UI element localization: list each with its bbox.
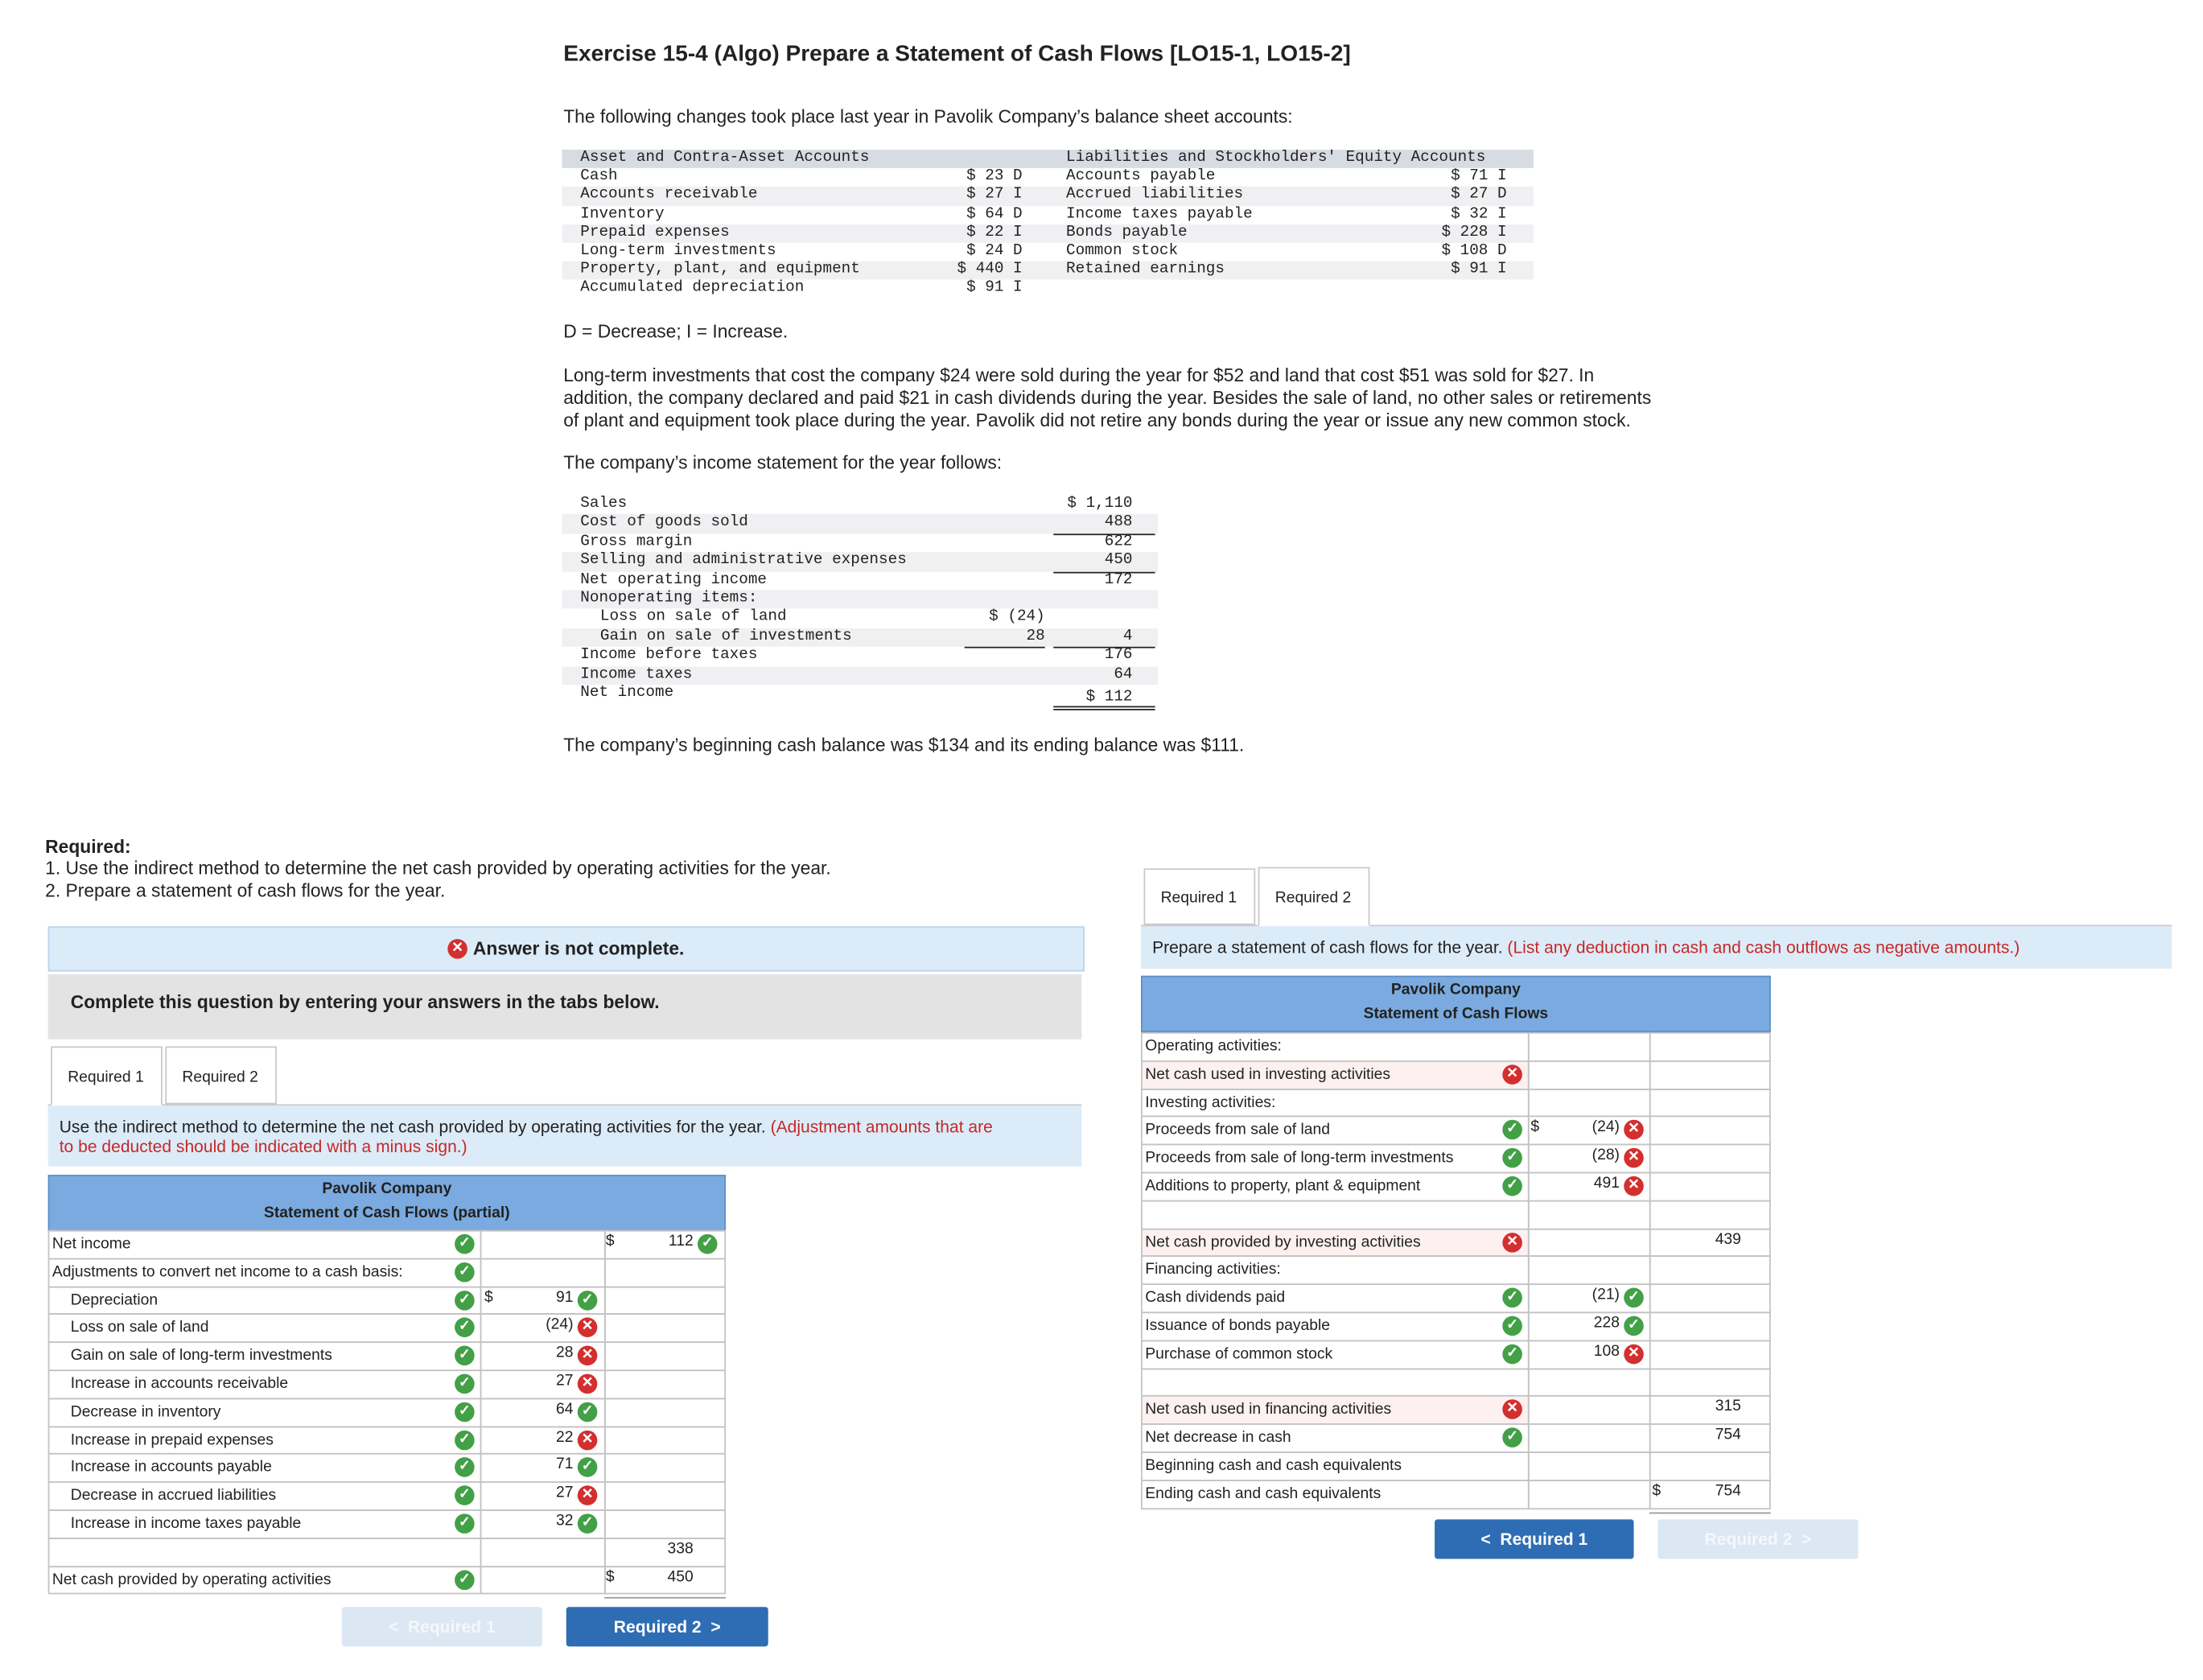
button-label: Required 1 [1500,1529,1588,1550]
amount-input[interactable] [1528,1032,1651,1061]
dollar-sign: $ [1530,1118,1540,1136]
account-name: Property, plant, and equipment [580,261,860,279]
income-line-label: Net income [580,685,674,702]
income-line-label: Gross margin [580,533,693,551]
adjustment-value: 91 [556,1288,574,1306]
check-icon: ✓ [1502,1148,1522,1168]
total-input[interactable] [1649,1256,1771,1285]
row-label-blank [1141,1200,1530,1229]
amount-input[interactable] [1528,1396,1651,1425]
total-input[interactable] [1649,1200,1771,1229]
page-title: Exercise 15-4 (Algo) Prepare a Statement of Cash Flows [LO15-1, LO15-2] [563,42,1351,67]
change-value: $ 71 I [1451,168,1507,186]
change-value: $ 108 D [1441,242,1507,260]
amount-input[interactable] [1528,1200,1651,1229]
total-value: 338 [667,1540,694,1558]
adjustment-value: 28 [556,1344,574,1362]
row-label: Investing activities: [1141,1088,1530,1117]
button-label: Required 1 [407,1616,496,1637]
x-icon: ✕ [1502,1400,1522,1420]
amount-input[interactable] [1528,1368,1651,1397]
row-label: Proceeds from sale of land [1141,1116,1530,1145]
change-value: $ 23 D [966,168,1023,186]
total-input[interactable] [1649,1340,1771,1369]
total-input[interactable] [1649,1368,1771,1397]
check-icon: ✓ [1502,1316,1522,1336]
dollar-sign: $ [484,1288,493,1306]
required-item-1: 1. Use the indirect method to determine the net cash provided by operating activities for the year. [45,857,831,879]
check-icon: ✓ [578,1458,598,1478]
row-label: Increase in prepaid expenses [48,1426,482,1455]
x-icon: ✕ [1624,1120,1644,1140]
income-line-amount: $ 112 [1085,689,1133,706]
amount-input[interactable] [480,1566,606,1595]
check-icon: ✓ [455,1290,475,1310]
amount-input[interactable] [1528,1451,1651,1480]
change-value: $ 27 D [1451,187,1507,204]
double-underline [1053,706,1155,708]
required-item-2: 2. Prepare a statement of cash flows for the year. [45,879,446,901]
account-name: Accrued liabilities [1066,187,1244,204]
change-value: $ 228 I [1441,224,1507,241]
instructions-bar [48,974,1082,1040]
tab-label: Required 1 [1160,889,1237,907]
dollar-sign: $ [1652,1482,1662,1500]
check-icon: ✓ [578,1513,598,1534]
instruction-bar [1141,926,2172,969]
income-line-amount: 64 [1114,665,1133,683]
row-label: Issuance of bonds payable [1141,1311,1530,1340]
problem-paragraph-line-3: of plant and equipment took place during the year. Pavolik did not retire any bonds during the year or issue any new common stock. [563,409,1631,431]
total-input[interactable] [604,1481,726,1510]
x-icon: ✕ [447,939,467,959]
check-icon: ✓ [455,1318,475,1338]
income-line-amount: 4 [1122,628,1133,645]
account-name: Inventory [580,205,665,223]
amount-input[interactable] [480,1230,606,1259]
account-name: Cash [580,168,618,186]
income-statement-table [562,496,1158,710]
adjustment-value: 71 [556,1456,574,1474]
row-label: Increase in accounts payable [48,1454,482,1483]
total-value: 754 [1715,1426,1741,1443]
row-label: Operating activities: [1141,1032,1530,1061]
total-input[interactable] [604,1369,726,1398]
amount-value: (28) [1592,1147,1620,1164]
adjustment-value: (24) [546,1316,574,1334]
check-icon: ✓ [578,1402,598,1422]
check-icon: ✓ [698,1234,718,1254]
amount-input[interactable] [1528,1423,1651,1452]
total-value: 315 [1715,1398,1741,1416]
total-input[interactable] [1649,1172,1771,1201]
x-icon: ✕ [578,1430,598,1450]
row-label: Decrease in inventory [48,1398,482,1427]
amount-value: (21) [1592,1287,1620,1304]
row-label: Additions to property, plant & equipment [1141,1172,1530,1201]
adjustment-value: 64 [556,1400,574,1418]
x-icon: ✕ [1502,1064,1522,1085]
check-icon: ✓ [455,1374,475,1394]
adjustment-value: 27 [556,1372,574,1390]
income-line-label: Cost of goods sold [580,514,748,532]
income-line-amount: 488 [1104,514,1133,532]
tab-required-2[interactable] [1258,867,1370,927]
answer-status-bar [48,926,1085,971]
check-icon: ✓ [455,1402,475,1422]
row-label: Depreciation [48,1286,482,1315]
row-label: Loss on sale of land [48,1314,482,1343]
account-name: Retained earnings [1066,261,1225,279]
adjustment-value: 27 [556,1484,574,1501]
instruction-bar [48,1106,1082,1166]
x-icon: ✕ [1624,1344,1644,1364]
check-icon: ✓ [1502,1288,1522,1308]
underline [1053,571,1155,573]
account-name: Income taxes payable [1066,205,1253,223]
tab-required-1[interactable] [1144,868,1256,924]
account-name: Bonds payable [1066,224,1188,241]
total-input[interactable] [1649,1088,1771,1117]
row-label: Gain on sale of long-term investments [48,1342,482,1371]
change-value: $ 27 I [966,187,1023,204]
check-icon: ✓ [455,1486,475,1506]
check-icon: ✓ [1502,1428,1522,1448]
tab-label: Required 1 [68,1069,144,1086]
check-icon: ✓ [1502,1176,1522,1196]
prev-required-1-button[interactable] [342,1607,542,1646]
dollar-sign: $ [605,1233,615,1250]
total-value: 754 [1715,1482,1741,1500]
next-required-2-button[interactable] [566,1607,768,1646]
tab-required-1[interactable] [51,1046,163,1106]
row-label: Purchase of common stock [1141,1340,1530,1369]
intro-text: The following changes took place last year in Pavolik Company’s balance sheet accounts: [563,105,1293,127]
income-line-label: Income before taxes [580,647,758,665]
chevron-right-icon: > [1802,1529,1812,1550]
x-icon: ✕ [578,1486,598,1506]
total-input[interactable] [604,1426,726,1455]
instruction-line [1152,937,2020,957]
total-value: 112 [668,1233,694,1250]
change-value: $ 22 I [966,224,1023,241]
change-value: $ 91 I [966,280,1023,298]
adjustment-value: 32 [556,1512,574,1530]
change-value: $ 32 I [1451,205,1507,223]
instruction-line-1 [60,1117,993,1137]
income-line-label: Gain on sale of investments [599,628,852,645]
statement-header [1141,976,1771,1032]
income-line-detail: 28 [1026,628,1045,645]
total-input[interactable] [1649,1032,1771,1061]
row-label: Beginning cash and cash equivalents [1141,1451,1530,1480]
change-value: $ 24 D [966,242,1023,260]
x-icon: ✕ [578,1374,598,1394]
problem-paragraph-line-1: Long-term investments that cost the company $24 were sold during the year for $52 and land that cost $51 was sold for $27. In [563,364,1595,386]
check-icon: ✓ [1502,1120,1522,1140]
row-label: Net cash used in financing activities [1141,1396,1530,1425]
answer-status-text: Answer is not complete. [472,937,685,959]
check-icon: ✓ [455,1513,475,1534]
x-icon: ✕ [578,1318,598,1338]
total-input[interactable] [1649,1060,1771,1089]
row-label-blank [48,1538,482,1567]
change-value: $ 440 I [957,261,1023,279]
total-input[interactable] [604,1454,726,1483]
row-label: Net cash provided by operating activities [48,1566,482,1595]
amount-value: 108 [1593,1342,1620,1360]
income-line-label: Loss on sale of land [599,609,787,627]
amount-input[interactable] [1528,1088,1651,1117]
button-label: Required 2 [1704,1529,1793,1550]
total-input[interactable] [604,1314,726,1343]
total-input[interactable] [604,1286,726,1315]
check-icon: ✓ [1624,1288,1644,1308]
income-line-amount: 450 [1104,552,1133,570]
total-input[interactable] [1649,1144,1771,1173]
balance-changes-table [562,150,1533,299]
tab-label: Required 2 [182,1069,258,1086]
tab-required-2[interactable] [165,1046,277,1104]
row-label: Net decrease in cash [1141,1423,1530,1452]
total-input[interactable] [604,1398,726,1427]
total-input[interactable] [604,1342,726,1371]
x-icon: ✕ [578,1346,598,1366]
row-label-blank [1141,1368,1530,1397]
legend-text: D = Decrease; I = Increase. [563,320,789,342]
total-input[interactable] [604,1509,726,1538]
total-value: 439 [1715,1230,1741,1248]
check-icon: ✓ [455,1234,475,1254]
underline [1053,533,1155,535]
underline [965,647,1045,649]
instruction-text: Prepare a statement of cash flows for the year. [1152,937,1503,957]
double-underline [1053,710,1155,711]
income-line-label: Selling and administrative expenses [580,552,907,570]
income-line-detail: $ (24) [989,609,1045,627]
row-label: Decrease in accrued liabilities [48,1481,482,1510]
prev-required-1-button[interactable] [1435,1519,1633,1559]
dollar-sign: $ [605,1568,615,1586]
chevron-right-icon: > [710,1616,721,1637]
income-line-label: Net operating income [580,571,768,589]
amount-input[interactable] [1528,1256,1651,1285]
chevron-left-icon: < [1480,1529,1491,1550]
tab-label: Required 2 [1274,889,1352,907]
left-header: Asset and Contra-Asset Accounts [580,150,870,167]
underline [1053,647,1155,649]
total-input[interactable] [1649,1451,1771,1480]
change-value: $ 64 D [966,205,1023,223]
amount-input[interactable] [1528,1228,1651,1257]
statement-title: Statement of Cash Flows [1363,1005,1549,1023]
company-name: Pavolik Company [1390,981,1521,999]
total-value: 450 [667,1568,694,1586]
right-header: Liabilities and Stockholders' Equity Accounts [1066,150,1486,167]
amount-input[interactable] [1528,1480,1651,1509]
next-required-2-button[interactable] [1657,1519,1858,1559]
income-line-amount: 622 [1104,533,1133,551]
instruction-note-1: (Adjustment amounts that are [770,1117,993,1137]
account-name: Accounts receivable [580,187,758,204]
amount-value: 228 [1593,1314,1620,1332]
income-line-amount: 172 [1104,571,1133,589]
income-intro-text: The company’s income statement for the year follows: [563,451,1003,473]
row-label: Net cash used in investing activities [1141,1060,1530,1089]
check-icon: ✓ [455,1346,475,1366]
account-name: Common stock [1066,242,1179,260]
check-icon: ✓ [1624,1316,1644,1336]
amount-value: (24) [1592,1118,1620,1136]
change-value: $ 91 I [1451,261,1507,279]
row-label: Increase in income taxes payable [48,1509,482,1538]
row-label: Adjustments to convert net income to a cash basis: [48,1258,482,1287]
income-line-label: Sales [580,496,628,513]
double-underline [1649,1512,1771,1513]
button-label: Required 2 [613,1616,702,1637]
check-icon: ✓ [455,1262,475,1283]
total-input[interactable] [1649,1116,1771,1145]
statement-header [48,1175,726,1231]
total-input[interactable] [1649,1284,1771,1313]
total-input[interactable] [1649,1311,1771,1340]
amount-value: 491 [1593,1175,1620,1192]
x-icon: ✕ [1502,1232,1522,1252]
complete-question-text: Complete this question by entering your answers in the tabs below. [70,991,660,1013]
row-label: Net income [48,1230,482,1259]
row-label: Proceeds from sale of long-term investments [1141,1144,1530,1173]
check-icon: ✓ [455,1430,475,1450]
problem-paragraph-line-2: addition, the company declared and paid $21 in cash dividends during the year. Besides the sale of land, no other sales or retirements [563,386,1652,409]
statement-title: Statement of Cash Flows (partial) [263,1204,510,1222]
row-label: Increase in accounts receivable [48,1369,482,1398]
check-icon: ✓ [455,1570,475,1590]
check-icon: ✓ [578,1290,598,1310]
account-name: Long-term investments [580,242,776,260]
account-name: Prepaid expenses [580,224,730,241]
total-input[interactable] [604,1258,726,1287]
row-label: Net cash provided by investing activities [1141,1228,1530,1257]
cash-balance-note: The company’s beginning cash balance was $134 and its ending balance was $111. [563,734,1245,756]
company-name: Pavolik Company [322,1180,452,1198]
income-line-amount: 176 [1104,647,1133,665]
account-name: Accumulated depreciation [580,280,805,298]
row-label: Ending cash and cash equivalents [1141,1480,1530,1509]
row-label: Cash dividends paid [1141,1284,1530,1313]
instruction-note-2: to be deducted should be indicated with a minus sign.) [59,1136,467,1157]
adjustment-value: 22 [556,1428,574,1446]
check-icon: ✓ [455,1458,475,1478]
income-line-label: Income taxes [580,665,693,683]
account-name: Accounts payable [1066,168,1216,186]
x-icon: ✕ [1624,1148,1644,1168]
amount-input[interactable] [480,1538,606,1567]
income-line-label: Nonoperating items: [580,590,758,607]
amount-input[interactable] [1528,1060,1651,1089]
amount-input[interactable] [480,1258,606,1287]
row-label: Financing activities: [1141,1256,1530,1285]
x-icon: ✕ [1624,1176,1644,1196]
required-heading: Required: [45,835,131,858]
check-icon: ✓ [1502,1344,1522,1364]
double-underline [604,1598,726,1600]
instruction-note: (List any deduction in cash and cash outflows as negative amounts.) [1507,937,2020,957]
chevron-left-icon: < [388,1616,399,1637]
income-line-amount: $ 1,110 [1067,496,1133,513]
instruction-text: Use the indirect method to determine the net cash provided by operating activities for the year. [59,1117,766,1137]
